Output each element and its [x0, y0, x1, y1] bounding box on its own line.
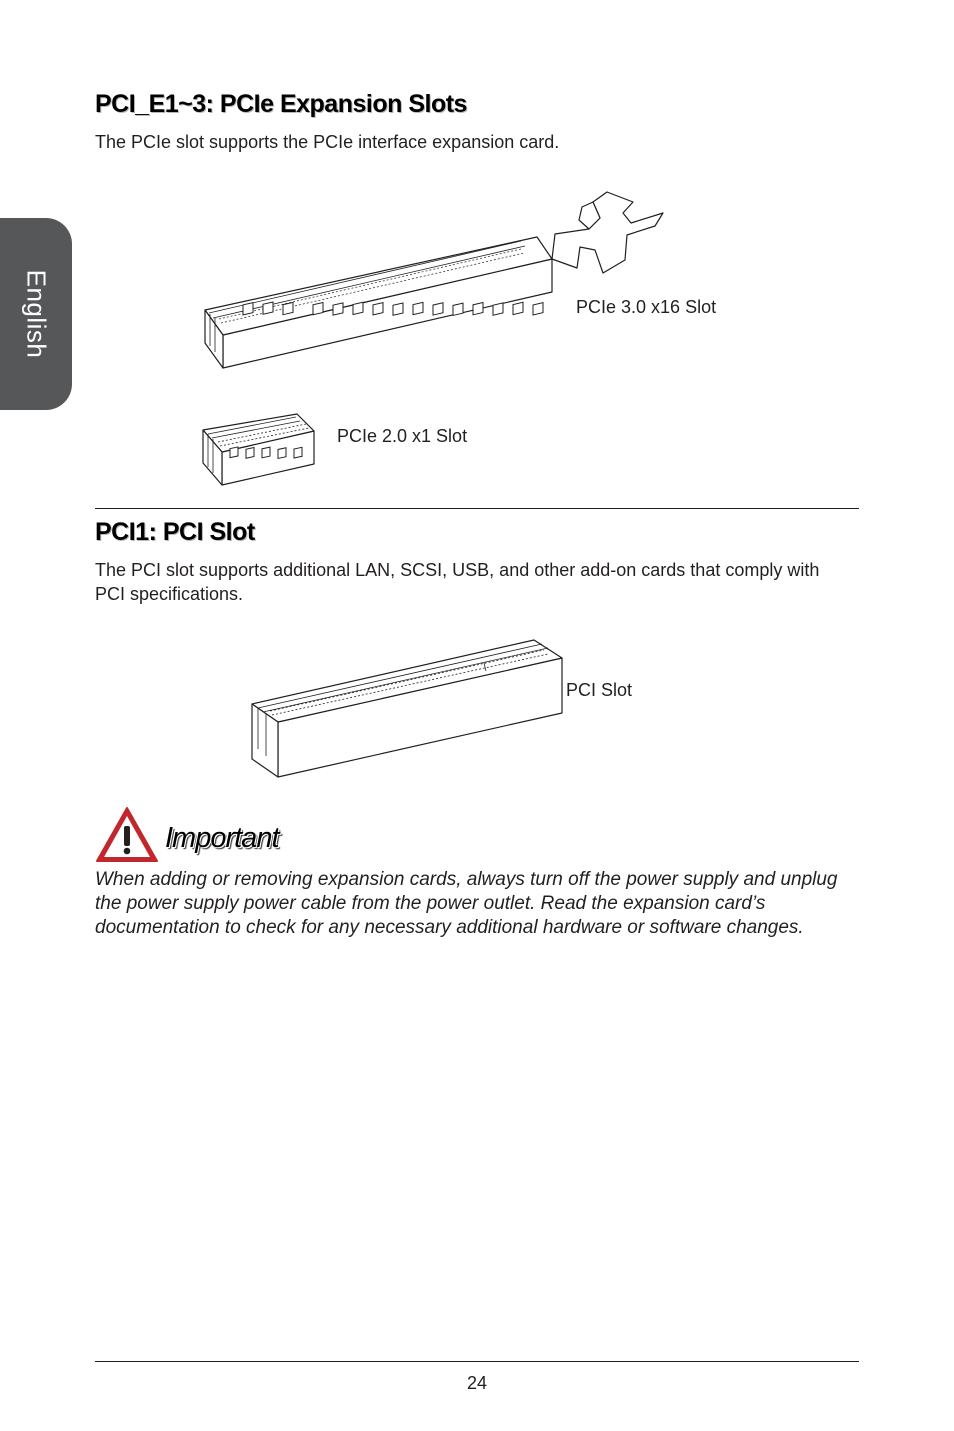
important-title: Important: [165, 822, 279, 854]
pcie-section-heading: PCI_E1~3: PCIe Expansion Slots: [95, 90, 467, 118]
warning-icon: [95, 806, 159, 864]
language-tab-label: English: [21, 269, 52, 359]
pci-slot-label: PCI Slot: [566, 680, 633, 700]
pci-section-description: The PCI slot supports additional LAN, SCSI, USB, and other add-on cards that comply with PCI specifications.: [95, 560, 820, 604]
pci-section-heading: PCI1: PCI Slot: [95, 518, 255, 546]
important-text: When adding or removing expansion cards, always turn off the power supply and unplug the power supply power cable from the power outlet. Read the expansion card’s documentation to check for any necessary additional hardware or software changes.: [95, 869, 838, 938]
pcie-x16-slot-illustration: [195, 180, 675, 375]
section-divider: [95, 508, 859, 509]
pcie-section-description: The PCIe slot supports the PCIe interface expansion card.: [95, 132, 560, 152]
pcie-x1-slot-label: PCIe 2.0 x1 Slot: [337, 426, 468, 446]
footer-divider: [95, 1361, 859, 1362]
pcie-x1-slot-illustration: [200, 412, 320, 490]
pci-slot-illustration: [248, 636, 568, 781]
pcie-x16-slot-label: PCIe 3.0 x16 Slot: [576, 297, 717, 317]
language-tab[interactable]: [0, 218, 72, 410]
page-number: 24: [466, 1373, 488, 1393]
